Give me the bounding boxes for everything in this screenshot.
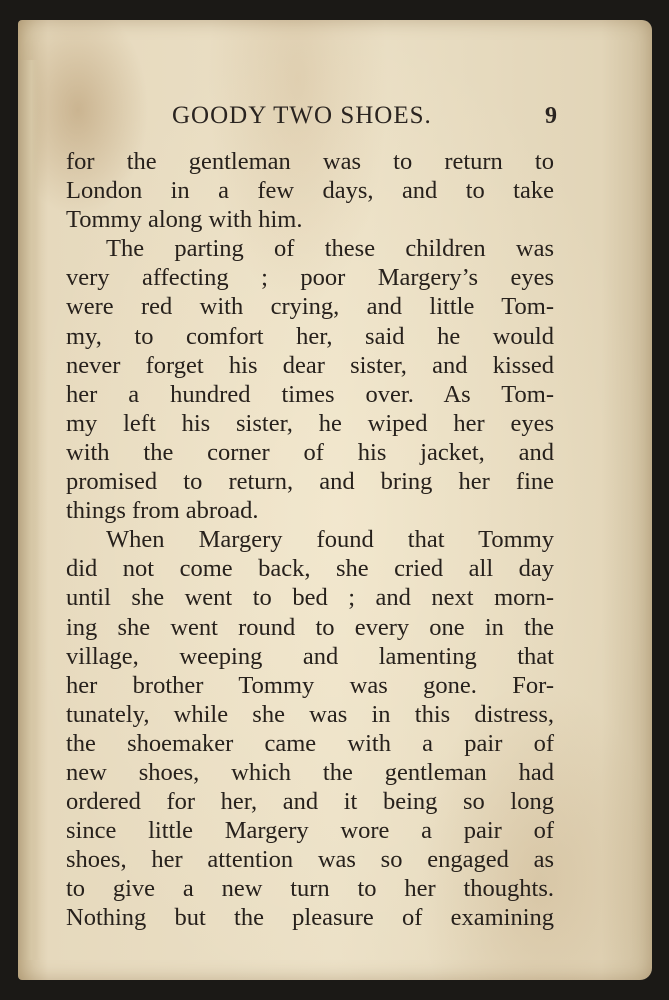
text-line: ordered for her, and it being so long	[66, 788, 554, 816]
text-line: until she went to bed ; and next morn-	[66, 584, 554, 612]
paragraph-first-line: When Margery found that Tommy	[106, 526, 554, 554]
page-gutter	[18, 60, 40, 960]
text-line: my, to comfort her, said he would	[66, 322, 554, 350]
text-line: for the gentleman was to return to	[66, 148, 554, 175]
text-line: ing she went round to every one in the	[66, 613, 554, 641]
text-line: the shoemaker came with a pair of	[66, 729, 554, 757]
text-line: London in a few days, and to take	[66, 177, 554, 205]
book-page	[18, 20, 652, 980]
running-title: GOODY TWO SHOES.	[172, 102, 432, 129]
text-line: shoes, her attention was so engaged as	[66, 846, 554, 874]
text-line: Nothing but the pleasure of examining	[66, 904, 554, 932]
text-line: tunately, while she was in this distress,	[66, 700, 554, 728]
text-line: did not come back, she cried all day	[66, 555, 554, 583]
paragraph-first-line: The parting of these children was	[106, 235, 554, 263]
text-line: things from abroad.	[66, 497, 259, 525]
text-line: since little Margery wore a pair of	[66, 817, 554, 845]
text-line: promised to return, and bring her fine	[66, 468, 554, 496]
page-header	[18, 82, 652, 132]
text-line: very affecting ; poor Margery’s eyes	[66, 264, 554, 292]
text-line: with the corner of his jacket, and	[66, 438, 554, 466]
text-line: her a hundred times over. As Tom-	[66, 380, 554, 408]
text-line: my left his sister, he wiped her eyes	[66, 409, 554, 437]
text-line: her brother Tommy was gone. For-	[66, 671, 554, 699]
text-line: were red with crying, and little Tom-	[66, 293, 554, 321]
text-line: Tommy along with him.	[66, 206, 303, 234]
body-text	[66, 147, 554, 933]
text-line: to give a new turn to her thoughts.	[66, 875, 554, 903]
page-number: 9	[545, 103, 557, 129]
text-line: new shoes, which the gentleman had	[66, 758, 554, 786]
text-line: village, weeping and lamenting that	[66, 642, 554, 670]
text-line: never forget his dear sister, and kissed	[66, 351, 554, 379]
